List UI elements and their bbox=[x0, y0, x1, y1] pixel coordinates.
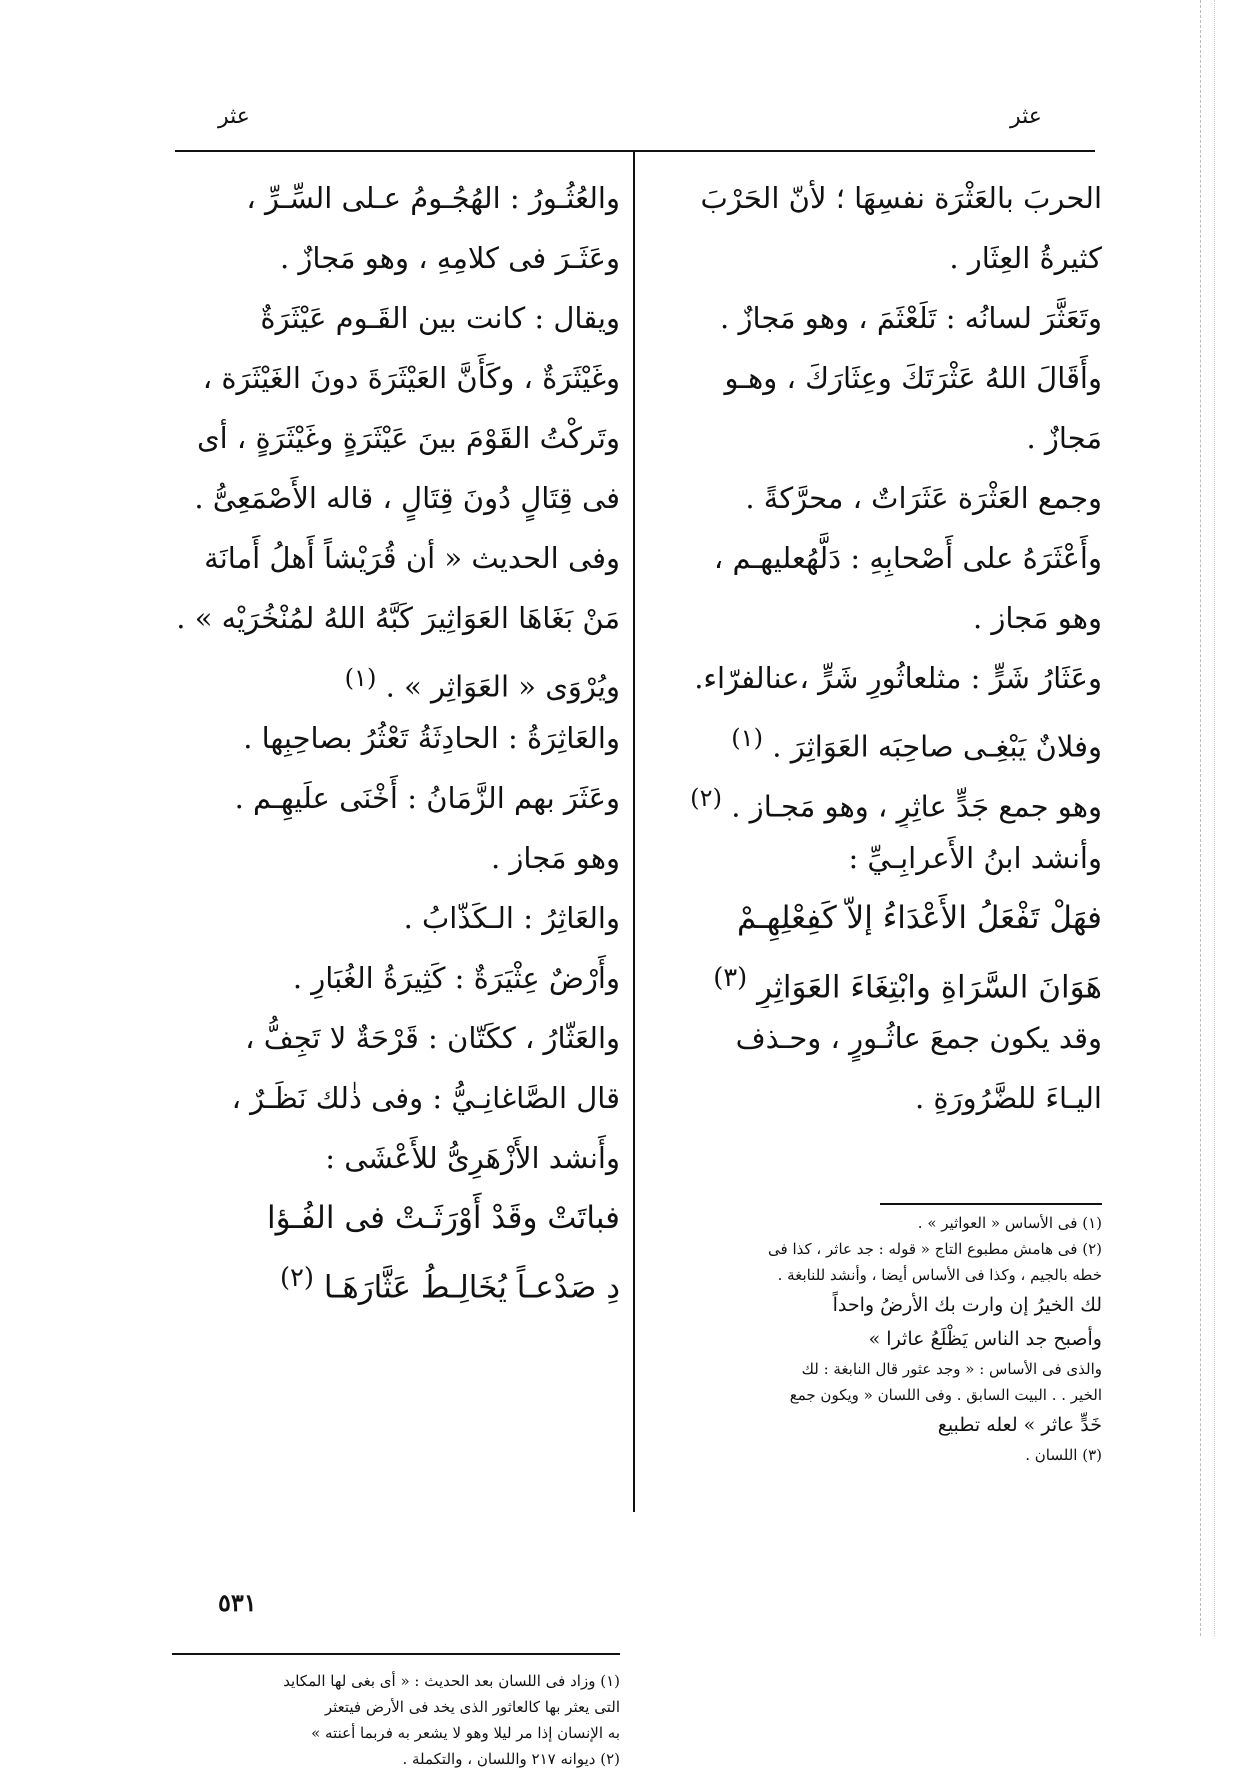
text-line: وتَركْتُ القَوْمَ بينَ عَيْثَرَةٍ وغَيْثَرَةٍ ، أى bbox=[196, 421, 620, 455]
text-line: مَجازٌ . bbox=[1026, 421, 1102, 455]
footnote-line: الخير . . البيت السابق . وفى اللسان « ويكون جمع bbox=[789, 1386, 1102, 1404]
text-line: اليـاءَ للضَّرُورَةِ . bbox=[914, 1081, 1102, 1115]
footnote-ref: (٣) bbox=[713, 963, 748, 993]
text-line: الحربَ بالعَثْرَة نفسِهَا ؛ لأنّ الحَرْبَ bbox=[700, 181, 1102, 215]
text-line: وهو مَجاز . bbox=[490, 841, 620, 875]
footnote-line: (١) وزاد فى اللسان بعد الحديث : « أى بغى لها المكايد bbox=[283, 1672, 620, 1690]
text-line: وأَرْضٌ عِثْيَرَةٌ : كَثِيرَةُ الغُبَارِ . bbox=[292, 961, 620, 995]
text-line: وغَيْثَرَةٌ ، وكَأَنَّ العَيْثَرَةَ دونَ الغَيْثَرَة ، bbox=[202, 361, 620, 395]
text-line: وأَنشد الأَزْهَرِىُّ للأَعْشَى : bbox=[325, 1141, 620, 1175]
footnote-line: التى يعثر بها كالعاثور الذى يخد فى الأرض فيتعثر bbox=[324, 1698, 620, 1716]
scan-margin-line bbox=[1200, 0, 1201, 1636]
right-column bbox=[650, 168, 1102, 1128]
text-line bbox=[650, 708, 1102, 768]
scan-margin-line-2 bbox=[1214, 0, 1215, 1636]
text-line: وعَثَارُ شَرٍّ : مثلعاثُورِ شَرٍّ ،عنالفرّاء. bbox=[694, 661, 1102, 695]
text-line: والعُثُـورُ : الهُجُـومُ عـلى السِّـرِّ ، bbox=[246, 181, 620, 215]
footnote-rule-left bbox=[172, 1653, 620, 1655]
footnote-line: خطه بالجيم ، وكذا فى الأساس أيضا ، وأنشد للنابغة . bbox=[777, 1266, 1102, 1284]
page-number: ٥٣١ bbox=[218, 1588, 257, 1617]
line-text: هَوَانَ السَّرَاةِ وابْتِغَاءَ العَوَاثِرِ bbox=[757, 969, 1102, 1006]
text-line: وأَعْثَرَهُ على أَصْحابِهِ : دَلَّهُعليهـم ، bbox=[713, 541, 1102, 575]
text-line: فى قِتَالٍ دُونَ قِتَالٍ ، قاله الأَصْمَعِىُّ . bbox=[194, 481, 620, 515]
header-rule bbox=[175, 150, 1095, 152]
text-line bbox=[172, 648, 620, 708]
header-word-right: عثر bbox=[1010, 104, 1042, 129]
text-line: وعَثَـرَ فى كلامِهِ ، وهو مَجازٌ . bbox=[279, 241, 620, 275]
text-line: والعَاثِرَةُ : الحادِثَةُ تَعْثُرُ بصاحِبِها . bbox=[243, 721, 620, 755]
header-word-left: عثر bbox=[218, 104, 250, 129]
left-footnotes bbox=[172, 1668, 620, 1772]
text-line: مَنْ بَغَاهَا العَوَاثِيرَ كَبَّهُ اللهُ لمُنْخُرَيْه » . bbox=[176, 601, 620, 635]
footnote-line: (٢) فى هامش مطبوع التاج « قوله : جد عاثر ، كذا فى bbox=[768, 1240, 1102, 1258]
footnote-line: به الإنسان إذا مر ليلا وهو لا يشعر به فربما أعنته » bbox=[311, 1724, 620, 1742]
footnote-line: (١) فى الأساس « العواثير » . bbox=[917, 1214, 1102, 1232]
line-text: وهو جمع جَدٍّ عاثِرٍ ، وهو مَجـاز . bbox=[731, 789, 1102, 824]
text-line: وأنشد ابنُ الأَعرابِـيِّ : bbox=[848, 841, 1102, 875]
text-line: ويقال : كانت بين القَـوم عَيْثَرَةٌ bbox=[260, 301, 620, 335]
line-text: دِ صَدْعـاً يُخَالِـطُ عَثَّارَهَـا bbox=[323, 1269, 620, 1306]
left-column bbox=[172, 168, 620, 1308]
verse-line bbox=[172, 1248, 620, 1308]
footnote-ref: (٢) bbox=[690, 784, 723, 812]
right-footnotes bbox=[650, 1210, 1102, 1468]
footnote-verse: خَدٍّ عاثر » لعله تطبيع bbox=[937, 1414, 1102, 1436]
footnote-verse: لك الخيرُ إن وارت بك الأرضُ واحداً bbox=[832, 1294, 1102, 1316]
text-line: وجمع العَثْرَة عَثَرَاتٌ ، محرَّكةً . bbox=[745, 481, 1102, 515]
text-line: والعَاثِرُ : الـكَذّابُ . bbox=[403, 901, 620, 935]
text-line: وهو مَجاز . bbox=[972, 601, 1102, 635]
footnote-line: (٣) اللسان . bbox=[1025, 1446, 1102, 1464]
footnote-ref: (٢) bbox=[279, 1263, 314, 1293]
footnote-rule-right bbox=[880, 1203, 1102, 1205]
verse-line bbox=[650, 948, 1102, 1008]
footnote-line: والذى فى الأساس : « وجد عثور قال النابغة : لك bbox=[801, 1360, 1102, 1378]
footnote-verse: وأصبح جد الناس يَظْلَعُ عاثرا » bbox=[868, 1328, 1102, 1350]
text-line: وتَعَثَّرَ لسانُه : تَلَعْثَمَ ، وهو مَجازٌ . bbox=[720, 301, 1102, 335]
text-line bbox=[650, 768, 1102, 828]
footnote-ref: (١) bbox=[344, 664, 377, 692]
text-line: كثيرةُ العِثَار . bbox=[949, 241, 1102, 275]
verse-line: فهَلْ تَفْعَلُ الأَعْدَاءُ إلاّ كَفِعْلِهِـمْ bbox=[737, 900, 1102, 936]
line-text: ويُرْوَى « العَوَاثِر » . bbox=[385, 669, 620, 704]
text-line: قال الصَّاغانِـيُّ : وفى ذٰلك نَظَـرٌ ، bbox=[231, 1081, 620, 1115]
text-line: وعَثَرَ بهم الزَّمَانُ : أَخْنَى علَيهِـم . bbox=[234, 781, 620, 815]
line-text: وفلانٌ يَبْغِـى صاحِبَه العَوَاثِرَ . bbox=[772, 729, 1102, 764]
column-divider bbox=[633, 152, 635, 1512]
text-line: وأَقَالَ اللهُ عَثْرَتَكَ وعِثَارَكَ ، وهـو bbox=[724, 361, 1102, 395]
footnote-line: (٢) ديوانه ٢١٧ واللسان ، والتكملة . bbox=[402, 1750, 620, 1768]
footnote-ref: (١) bbox=[731, 724, 764, 752]
text-line: وفى الحديث « أن قُرَيْشاً أَهلُ أَمانَة bbox=[204, 541, 620, 575]
verse-line: فباتَتْ وقَدْ أَوْرَثَـتْ فى الفُـؤا bbox=[267, 1200, 620, 1236]
text-line: والعَثّارُ ، ككَتّان : قَرْحَةٌ لا تَجِفُّ ، bbox=[245, 1021, 620, 1055]
text-line: وقد يكون جمعَ عاثُـورٍ ، وحـذف bbox=[735, 1021, 1102, 1055]
